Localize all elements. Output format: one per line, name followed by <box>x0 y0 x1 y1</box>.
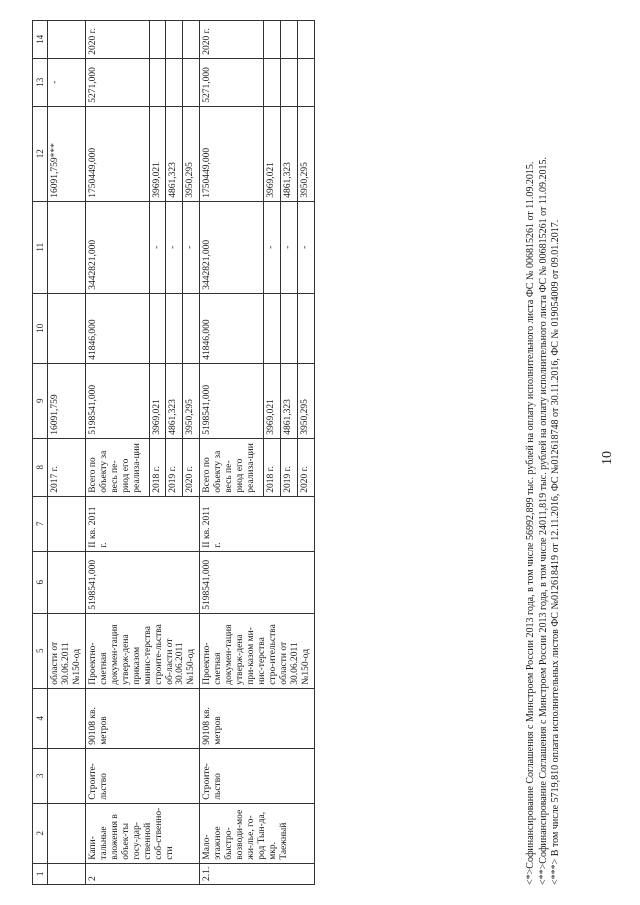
table-cell: 2020 г. <box>297 438 314 496</box>
table-cell: 5271,000 <box>86 58 149 106</box>
table-cell: 2018 г. <box>263 438 280 496</box>
table-row <box>200 20 263 884</box>
table-cell: 16091,759 <box>48 363 86 438</box>
table-cell: Проектно-сметная докумен-тация утверж-дена при-казом ми-нис-терства стро-ительства области от 30.06.2011 №150-од <box>200 613 314 688</box>
table-cell: 2020 г. <box>86 20 149 58</box>
table-row <box>86 20 149 884</box>
col-header: 1 <box>33 863 48 884</box>
table-cell: 4861,323 <box>280 106 297 201</box>
col-header: 4 <box>33 688 48 748</box>
table-cell: 5198541,000 <box>200 363 263 438</box>
table-cell: 1750449,000 <box>86 106 149 201</box>
col-header: 12 <box>33 106 48 201</box>
table-cell: 3950,295 <box>297 363 314 438</box>
table-cell: 3950,295 <box>297 106 314 201</box>
col-header: 13 <box>33 58 48 106</box>
col-header: 6 <box>33 551 48 613</box>
table-cell: 4861,323 <box>166 363 183 438</box>
table-cell: 2.1. <box>200 863 314 884</box>
table-cell: - <box>48 58 86 106</box>
table-cell: Всего по объекту за весь пе-риод его реализа-ции <box>200 438 263 496</box>
table-cell: Проектно-сметная докумен-тация утверж-дена приказом минис-терства строите-льства об-ласти от 30.06.2011 №150-од <box>86 613 200 688</box>
col-header: 2 <box>33 803 48 863</box>
col-header: 8 <box>33 438 48 496</box>
table-cell: 4861,323 <box>166 106 183 201</box>
table-cell: 5198541,000 <box>86 363 149 438</box>
page-number: 10 <box>600 451 615 465</box>
table-cell: 3950,295 <box>183 106 200 201</box>
table-cell: 41846,000 <box>86 293 149 363</box>
table-cell: - <box>183 201 200 293</box>
footnote: <**>Софинансирование Соглашения с Минстроем России 2013 года, в том числе 24011,819 тыс. рублей на оплату исполнительного листа ФС № 006815261 от 11.09.2015. <box>537 157 549 885</box>
table-cell: области от 30.06.2011 №150-од <box>48 613 86 688</box>
table-cell: 16091,759*** <box>48 106 86 201</box>
col-header: 9 <box>33 363 48 438</box>
col-header: 5 <box>33 613 48 688</box>
col-header: 3 <box>33 748 48 803</box>
col-header: 7 <box>33 496 48 551</box>
table-cell: 5198541,000 <box>86 551 200 613</box>
col-header: 10 <box>33 293 48 363</box>
footnotes <box>525 25 563 885</box>
table-cell: 3969,021 <box>149 363 166 438</box>
table-cell: 2019 г. <box>280 438 297 496</box>
table-cell: - <box>280 201 297 293</box>
footnote: <*>Софинансирование Соглашения с Минстроем России 2013 года, в том числе 56992,899 тыс. рублей на оплату исполнительного листа ФС № 006815261 от 11.09.2015. <box>525 161 536 885</box>
table-cell: Строите-льство <box>200 748 314 803</box>
table-cell: 90108 кв. метров <box>200 688 314 748</box>
table-cell: - <box>297 201 314 293</box>
table-cell: II кв. 2011 г. <box>86 496 200 551</box>
table-cell: Строите-льство <box>86 748 200 803</box>
table-cell: - <box>149 201 166 293</box>
table-cell: 90108 кв. метров <box>86 688 200 748</box>
table-cell: 4861,323 <box>280 363 297 438</box>
table-cell: 2017 г. <box>48 438 86 496</box>
table-cell: 3969,021 <box>263 106 280 201</box>
table-cell: 3969,021 <box>149 106 166 201</box>
table-cell: 5271,000 <box>200 58 263 106</box>
header-row <box>33 20 48 884</box>
table-cell: - <box>263 201 280 293</box>
table-cell: Всего по объекту за весь пе-риод его реализа-ции <box>86 438 149 496</box>
table-cell: 3969,021 <box>263 363 280 438</box>
col-header: 14 <box>33 20 48 58</box>
table-cell: 1750449,000 <box>200 106 263 201</box>
table-cell: 3442821,000 <box>86 201 149 293</box>
table-cell: 3950,295 <box>183 363 200 438</box>
table-cell: 2020 г. <box>200 20 263 58</box>
table-cell: II кв. 2011 г. <box>200 496 314 551</box>
table-cell: 41846,000 <box>200 293 263 363</box>
table-cell: 2 <box>86 863 200 884</box>
table-cell: - <box>166 201 183 293</box>
footnote: <***> В том числе 5719,810 оплата исполнительных листов ФС №012618419 от 12.11.2016, ФС №012618748 от 30.11.2016, ФС № 019054009 от 09.01.2017. <box>550 219 561 885</box>
table-cell: Мало-этажное быстро-возводи-мое жи-лье, го-род Тын-да, мкр. Таежный <box>200 803 314 863</box>
program-table <box>32 20 315 885</box>
table-cell: 2019 г. <box>166 438 183 496</box>
table-cell: 2018 г. <box>149 438 166 496</box>
table-row <box>48 20 86 884</box>
table-cell: Капи-тальные вложения в объек-ты госу-дар-ственной соб-ственно-сти <box>86 803 200 863</box>
table-cell: 5198541,000 <box>200 551 314 613</box>
table-cell: 2020 г. <box>183 438 200 496</box>
table-cell: 3442821,000 <box>200 201 263 293</box>
col-header: 11 <box>33 201 48 293</box>
